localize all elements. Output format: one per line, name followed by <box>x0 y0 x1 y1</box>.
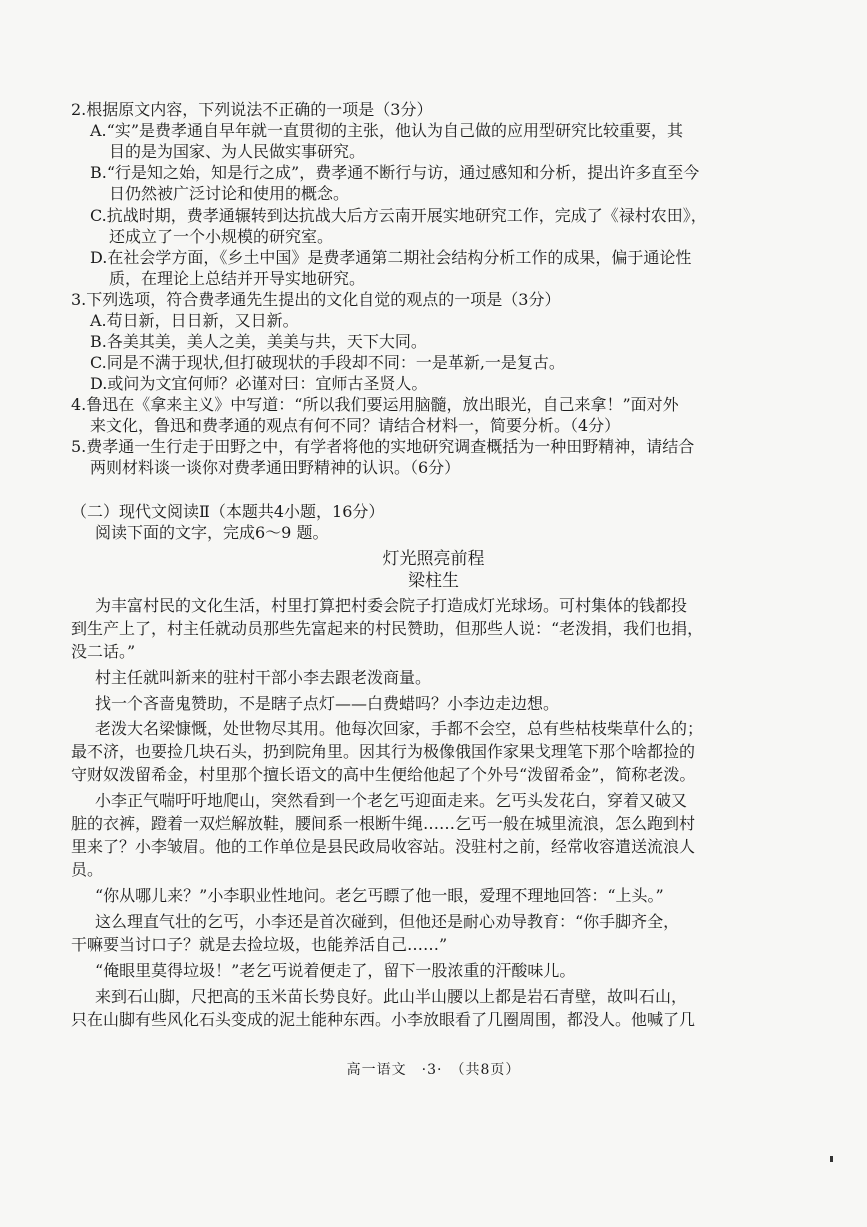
option-c-line2: 还成立了一个小规模的研究室。 <box>109 227 334 246</box>
option-a-line1: A.“实”是费孝通自早年就一直贯彻的主张，他认为自己做的应用型研究比较重要，其 <box>90 121 684 140</box>
question-5-line1: 5.费孝通一生行走于田野之中，有学者将他的实地研究调查概括为一种田野精神，请结合 <box>71 437 695 456</box>
question-4-line2: 来文化，鲁迅和费孝通的观点有何不同？请结合材料一，简要分析。（4分） <box>90 416 621 435</box>
q3-option-b: B.各美其美，美人之美，美美与共，天下大同。 <box>90 332 427 351</box>
q3-option-a: A.苟日新，日日新，又日新。 <box>90 311 299 330</box>
story-paragraph-line: 没二话。” <box>71 642 136 661</box>
page-footer: 高一语文 ·3· （共8页） <box>346 1062 521 1078</box>
story-paragraph-line: “俺眼里莫得垃圾！”老乞丐说着便走了，留下一股浓重的汗酸味儿。 <box>95 961 576 980</box>
story-paragraph-line: 这么理直气壮的乞丐，小李还是首次碰到，但他还是耐心劝导教育：“你手脚齐全， <box>95 912 680 931</box>
q3-option-c: C.同是不满于现状,但打破现状的手段却不同：一是革新,一是复古。 <box>90 353 565 372</box>
story-paragraph-line: 守财奴泼留希金，村里那个擅长语文的高中生便给他起了个外号“泼留希金”，简称老泼。 <box>71 765 696 784</box>
story-paragraph-line: 来到石山脚，尺把高的玉米苗长势良好。此山半山腰以上都是岩石青壁，故叫石山， <box>95 987 688 1006</box>
scan-mark <box>830 1156 833 1162</box>
story-paragraph-line: 最不济，也要捡几块石头，扔到院角里。因其行为极像俄国作家果戈理笔下那个啥都捡的 <box>71 742 696 761</box>
option-d-line1: D.在社会学方面，《乡土中国》是费孝通第二期社会结构分析工作的成果，偏于通论性 <box>90 248 692 267</box>
reading-instruction: 阅读下面的文字，完成6～9 题。 <box>95 523 329 542</box>
story-author: 梁柱生 <box>408 571 459 591</box>
story-paragraph-line: 干嘛要当讨口子？就是去捡垃圾，也能养活自己……” <box>71 935 448 954</box>
option-a-line2: 目的是为国家、为人民做实事研究。 <box>109 142 366 161</box>
option-b-line1: B.“行是知之始，知是行之成”，费孝通不断行与访，通过感知和分析，提出许多直至今 <box>90 163 700 182</box>
section-heading: （二）现代文阅读Ⅱ（本题共4小题，16分） <box>71 502 385 521</box>
story-paragraph-line: 脏的衣裤，蹬着一双烂解放鞋，腰间系一根断牛绳……乞丐一般在城里流浪，怎么跑到村 <box>71 814 696 833</box>
story-paragraph-line: 到生产上了，村主任就动员那些先富起来的村民赞助，但那些人说：“老泼捐，我们也捐， <box>71 619 704 638</box>
story-paragraph-line: 老泼大名梁慷慨，处世物尽其用。他每次回家，手都不会空，总有些枯枝柴草什么的； <box>95 719 704 738</box>
q3-option-d: D.或问为文宜何师？必谨对曰：宜师古圣贤人。 <box>90 374 428 393</box>
question-4-line1: 4.鲁迅在《拿来主义》中写道：“所以我们要运用脑髓，放出眼光，自己来拿！”面对外 <box>71 395 679 414</box>
story-paragraph-line: 里来了？小李皱眉。他的工作单位是县民政局收容站。没驻村之前，经常收容遣送流浪人 <box>71 837 696 856</box>
story-paragraph-line: 只在山脚有些风化石头变成的泥土能种东西。小李放眼看了几圈周围，都没人。他喊了几 <box>71 1010 696 1029</box>
question-3-stem: 3.下列选项，符合费孝通先生提出的文化自觉的观点的一项是（3分） <box>71 290 561 309</box>
story-paragraph-line: 小李正气喘吁吁地爬山，突然看到一个老乞丐迎面走来。乞丐头发花白，穿着又破又 <box>95 791 688 810</box>
option-d-line2: 质，在理论上总结并开导实地研究。 <box>109 269 366 288</box>
option-c-line1: C.抗战时期，费孝通辗转到达抗战大后方云南开展实地研究工作，完成了《禄村农田》， <box>90 206 707 225</box>
story-paragraph-line: “你从哪儿来？”小李职业性地问。老乞丐瞟了他一眼，爱理不理地回答：“上头。” <box>95 886 664 905</box>
story-paragraph-line: 村主任就叫新来的驻村干部小李去跟老泼商量。 <box>95 668 432 687</box>
question-2-stem: 2.根据原文内容，下列说法不正确的一项是（3分） <box>71 100 433 119</box>
story-paragraph-line: 为丰富村民的文化生活，村里打算把村委会院子打造成灯光球场。可村集体的钱都投 <box>95 596 688 615</box>
story-paragraph-line: 找一个吝啬鬼赞助，不是瞎子点灯——白费蜡吗？小李边走边想。 <box>95 694 560 713</box>
story-paragraph-line: 员。 <box>71 860 104 879</box>
question-5-line2: 两则材料谈一谈你对费孝通田野精神的认识。（6分） <box>90 458 461 477</box>
option-b-line2: 日仍然被广泛讨论和使用的概念。 <box>109 184 350 203</box>
story-title: 灯光照亮前程 <box>382 549 485 569</box>
